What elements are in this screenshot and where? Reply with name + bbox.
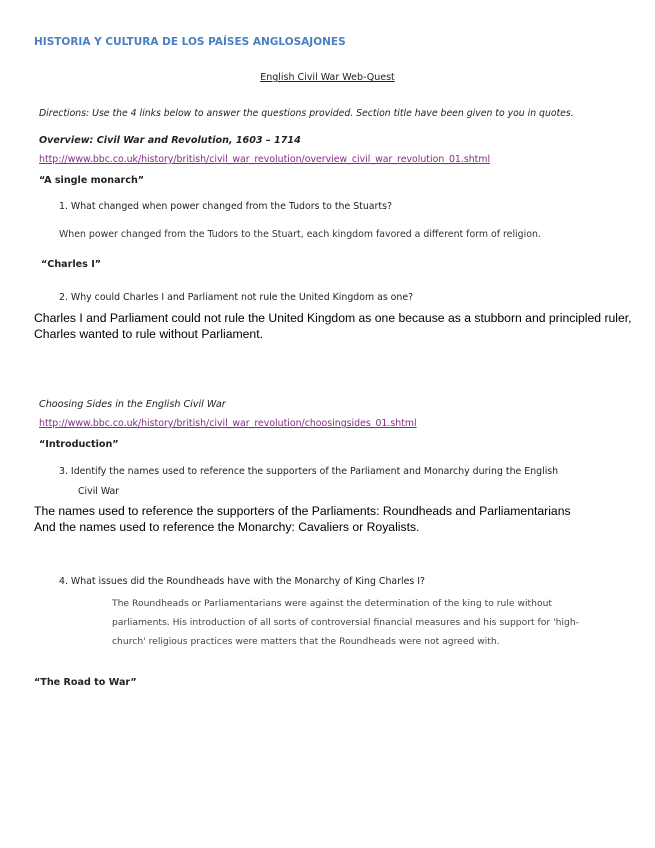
overview-link[interactable]: http://www.bbc.co.uk/history/british/civil_war_revolution/overview_civil_war_revolution_01.shtml (39, 154, 491, 165)
subsection-introduction: “Introduction” (39, 439, 119, 450)
document-title: English Civil War Web-Quest (260, 72, 395, 83)
answer-1: When power changed from the Tudors to the Stuart, each kingdom favored a different form of religion. (59, 229, 541, 240)
section-title-overview: Overview: Civil War and Revolution, 1603 – 1714 (39, 135, 301, 146)
course-heading: HISTORIA Y CULTURA DE LOS PAÍSES ANGLOSAJONES (34, 36, 346, 48)
answer-3-line-1: The names used to reference the supporters of the Parliaments: Roundheads and Parliamentarians (34, 504, 571, 518)
subsection-charles-i: “Charles I” (41, 259, 102, 270)
question-4: 4. What issues did the Roundheads have with the Monarchy of King Charles I? (59, 576, 425, 587)
subsection-a-single-monarch: “A single monarch” (39, 175, 145, 186)
question-3-line-1: 3. Identify the names used to reference the supporters of the Parliament and Monarchy during the English (59, 466, 559, 477)
answer-2-line-2: Charles wanted to rule without Parliament. (34, 327, 263, 341)
choosing-sides-link[interactable]: http://www.bbc.co.uk/history/british/civil_war_revolution/choosingsides_01.shtml (39, 418, 417, 429)
answer-2-line-1: Charles I and Parliament could not rule the United Kingdom as one because as a stubborn and principled ruler, (34, 311, 632, 325)
section-title-choosing-sides: Choosing Sides in the English Civil War (39, 399, 226, 410)
directions-text: Directions: Use the 4 links below to answer the questions provided. Section title have been given to you in quotes. (39, 108, 574, 119)
answer-3-line-2: And the names used to reference the Monarchy: Cavaliers or Royalists. (34, 520, 420, 534)
answer-4: The Roundheads or Parliamentarians were against the determination of the king to rule without parliaments. His introduction of all sorts of controversial financial measures and his support for 'high-church' religious practices were matters that the Roundheads were not agreed with. (112, 598, 579, 647)
question-2: 2. Why could Charles I and Parliament not rule the United Kingdom as one? (59, 292, 414, 303)
question-3-line-2: Civil War (78, 486, 120, 497)
subsection-road-to-war: “The Road to War” (34, 677, 137, 688)
question-1: 1. What changed when power changed from the Tudors to the Stuarts? (59, 201, 392, 212)
